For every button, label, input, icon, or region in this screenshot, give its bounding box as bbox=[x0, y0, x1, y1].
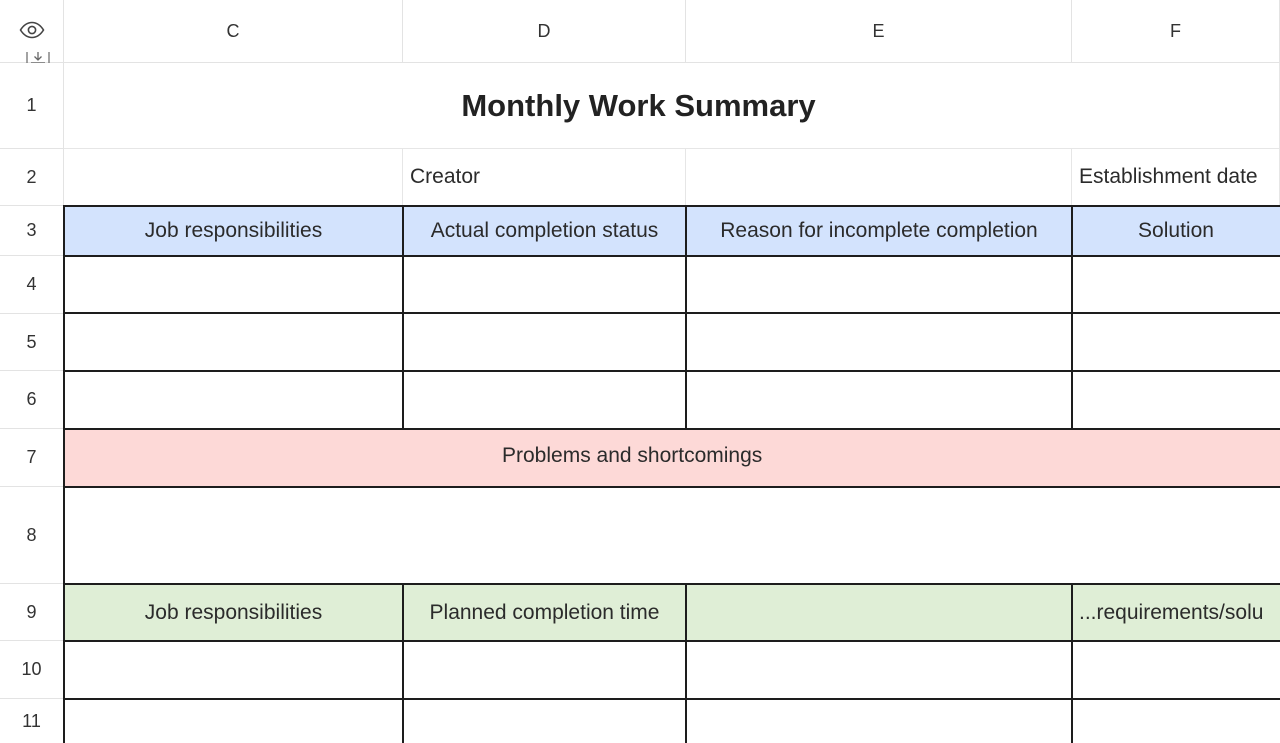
cell-e11[interactable] bbox=[686, 699, 1072, 743]
cell-c9[interactable] bbox=[64, 584, 403, 641]
sheet-title: Monthly Work Summary bbox=[461, 87, 816, 123]
row-header-10[interactable] bbox=[0, 641, 64, 699]
border-line bbox=[63, 205, 1280, 207]
cell-d2[interactable] bbox=[403, 149, 686, 206]
cell-d6[interactable] bbox=[403, 371, 686, 429]
cell-e4[interactable] bbox=[686, 256, 1072, 314]
cell-title-merged[interactable] bbox=[64, 63, 1280, 149]
cell-d3[interactable] bbox=[403, 206, 686, 256]
row-number: 9 bbox=[26, 601, 37, 622]
row-header-8[interactable] bbox=[0, 487, 64, 584]
cell-c4[interactable] bbox=[64, 256, 403, 314]
cell-f5[interactable] bbox=[1072, 314, 1280, 371]
cell-e6[interactable] bbox=[686, 371, 1072, 429]
row-header-7[interactable] bbox=[0, 429, 64, 487]
border-line bbox=[63, 255, 1280, 257]
cell-e3[interactable] bbox=[686, 206, 1072, 256]
cell-d10[interactable] bbox=[403, 641, 686, 699]
row-header-3[interactable] bbox=[0, 206, 64, 256]
row-number: 11 bbox=[22, 710, 41, 731]
establishment-date-label: Establishment date bbox=[1079, 165, 1258, 188]
column-header-e[interactable] bbox=[686, 0, 1072, 63]
border-line bbox=[685, 583, 687, 743]
cell-f10[interactable] bbox=[1072, 641, 1280, 699]
border-line bbox=[63, 312, 1280, 314]
column-header-d[interactable] bbox=[403, 0, 686, 63]
eye-icon[interactable] bbox=[19, 21, 45, 39]
row-number: 3 bbox=[26, 220, 37, 240]
row-number: 6 bbox=[26, 389, 37, 409]
creator-label: Creator bbox=[410, 165, 481, 188]
header-job-responsibilities: Job responsibilities bbox=[144, 219, 323, 242]
column-letter: D bbox=[537, 20, 551, 41]
border-line bbox=[63, 370, 1280, 372]
cell-f4[interactable] bbox=[1072, 256, 1280, 314]
row-header-9[interactable] bbox=[0, 584, 64, 641]
column-letter: F bbox=[1170, 20, 1181, 41]
border-line bbox=[1071, 583, 1073, 743]
cell-e9[interactable] bbox=[686, 584, 1072, 641]
border-line bbox=[63, 428, 1280, 430]
cell-d4[interactable] bbox=[403, 256, 686, 314]
cell-e2[interactable] bbox=[686, 149, 1072, 206]
border-line bbox=[402, 205, 404, 429]
cell-row8-merged[interactable] bbox=[64, 487, 1280, 584]
cell-d9[interactable] bbox=[403, 584, 686, 641]
row-header-1[interactable] bbox=[0, 63, 64, 149]
row-header-5[interactable] bbox=[0, 314, 64, 371]
row-number: 5 bbox=[26, 331, 37, 352]
cell-f6[interactable] bbox=[1072, 371, 1280, 429]
row-number: 4 bbox=[26, 274, 37, 294]
cell-e10[interactable] bbox=[686, 641, 1072, 699]
cell-c2[interactable] bbox=[64, 149, 403, 206]
header-reason-incomplete: Reason for incomplete completion bbox=[720, 219, 1038, 242]
cell-c6[interactable] bbox=[64, 371, 403, 429]
plan-header-job-responsibilities: Job responsibilities bbox=[144, 600, 323, 624]
column-letter: E bbox=[872, 20, 885, 41]
row-number: 2 bbox=[26, 166, 37, 187]
cell-c5[interactable] bbox=[64, 314, 403, 371]
cell-c3[interactable] bbox=[64, 206, 403, 256]
column-header-f[interactable] bbox=[1072, 0, 1280, 63]
problems-shortcomings-label: Problems and shortcomings bbox=[502, 444, 763, 467]
header-planned-completion-time: Planned completion time bbox=[429, 600, 660, 624]
header-actual-completion-status: Actual completion status bbox=[430, 219, 659, 242]
column-letter: C bbox=[226, 20, 240, 41]
cell-d11[interactable] bbox=[403, 699, 686, 743]
row-header-2[interactable] bbox=[0, 149, 64, 206]
row-number: 1 bbox=[26, 95, 37, 115]
row-header-6[interactable] bbox=[0, 371, 64, 429]
border-line bbox=[63, 640, 1280, 642]
row-header-11[interactable] bbox=[0, 699, 64, 743]
cell-c11[interactable] bbox=[64, 699, 403, 743]
row-number: 10 bbox=[21, 659, 42, 679]
border-line bbox=[63, 583, 1280, 585]
border-line bbox=[402, 583, 404, 743]
column-header-c[interactable] bbox=[64, 0, 403, 63]
cell-f2[interactable] bbox=[1072, 149, 1280, 206]
header-requirements-solution: ...requirements/solu bbox=[1079, 600, 1264, 624]
row-number: 8 bbox=[26, 524, 37, 545]
select-all-corner[interactable] bbox=[0, 0, 64, 63]
cell-c10[interactable] bbox=[64, 641, 403, 699]
header-solution: Solution bbox=[1138, 219, 1214, 242]
border-line bbox=[1071, 205, 1073, 429]
cell-f9[interactable] bbox=[1072, 584, 1280, 641]
row-header-4[interactable] bbox=[0, 256, 64, 314]
cell-e5[interactable] bbox=[686, 314, 1072, 371]
border-line bbox=[63, 698, 1280, 700]
border-line bbox=[685, 205, 687, 429]
cell-f3[interactable] bbox=[1072, 206, 1280, 256]
cell-f11[interactable] bbox=[1072, 699, 1280, 743]
row-number: 7 bbox=[26, 447, 37, 467]
border-line bbox=[63, 205, 65, 743]
cell-problems-merged[interactable] bbox=[64, 429, 1280, 487]
cell-d5[interactable] bbox=[403, 314, 686, 371]
border-line bbox=[63, 486, 1280, 488]
